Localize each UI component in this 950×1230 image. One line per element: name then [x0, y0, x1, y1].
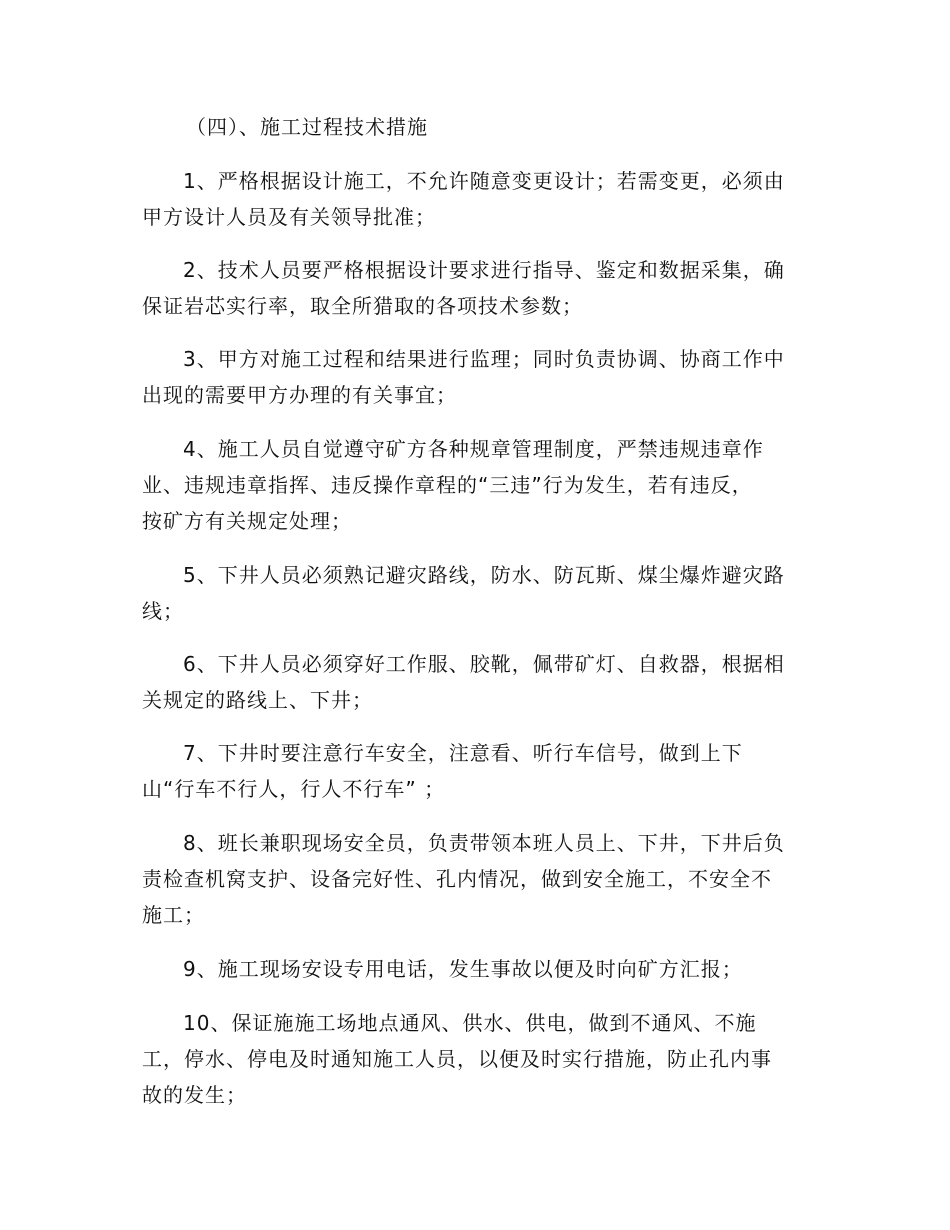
- paragraph-8-line-3: 施工；: [142, 903, 205, 927]
- paragraph-7-line-2: 山“行车不行人，行人不行车” ；: [142, 777, 446, 801]
- paragraph-3-line-2: 出现的需要甲方办理的有关事宜；: [142, 383, 457, 407]
- paragraph-10-line-2: 工，停水、停电及时通知施工人员，以便及时实行措施，防止孔内事: [142, 1047, 772, 1071]
- paragraph-4-line-2: 业、违规违章指挥、违反操作章程的“三违”行为发生，若有违反，: [142, 473, 753, 497]
- paragraph-5-line-1: 5、下井人员必须熟记避灾路线，防水、防瓦斯、煤尘爆炸避灾路: [183, 563, 785, 587]
- paragraph-10-line-1: 10、保证施施工场地点通风、供水、供电，做到不通风、不施: [183, 1011, 757, 1035]
- paragraph-8-line-2: 责检查机窝支护、设备完好性、孔内情况，做到安全施工，不安全不: [142, 867, 772, 891]
- paragraph-4-line-3: 按矿方有关规定处理；: [142, 509, 352, 533]
- paragraph-1-line-2: 甲方设计人员及有关领导批准；: [142, 205, 436, 229]
- paragraph-2-line-2: 保证岩芯实行率，取全所猎取的各项技术参数；: [142, 294, 583, 318]
- paragraph-2-line-1: 2、技术人员要严格根据设计要求进行指导、鉴定和数据采集，确: [183, 258, 785, 282]
- paragraph-7-line-1: 7、下井时要注意行车安全，注意看、听行车信号，做到上下: [183, 741, 743, 765]
- paragraph-3-line-1: 3、甲方对施工过程和结果进行监理；同时负责协调、协商工作中: [183, 347, 785, 371]
- paragraph-5-line-2: 线；: [142, 599, 184, 623]
- paragraph-4-line-1: 4、施工人员自觉遵守矿方各种规章管理制度，严禁违规违章作: [183, 437, 764, 461]
- paragraph-6-line-1: 6、下井人员必须穿好工作服、胶靴，佩带矿灯、自救器，根据相: [183, 652, 785, 676]
- section-heading: （四）、施工过程技术措施: [186, 115, 428, 139]
- paragraph-6-line-2: 关规定的路线上、下井；: [142, 688, 373, 712]
- paragraph-10-line-3: 故的发生；: [142, 1083, 247, 1107]
- paragraph-1-line-1: 1、严格根据设计施工，不允许随意变更设计；若需变更，必须由: [183, 169, 785, 193]
- paragraph-9-line-1: 9、施工现场安设专用电话，发生事故以便及时向矿方汇报；: [183, 957, 743, 981]
- paragraph-8-line-1: 8、班长兼职现场安全员，负责带领本班人员上、下井，下井后负: [183, 831, 785, 855]
